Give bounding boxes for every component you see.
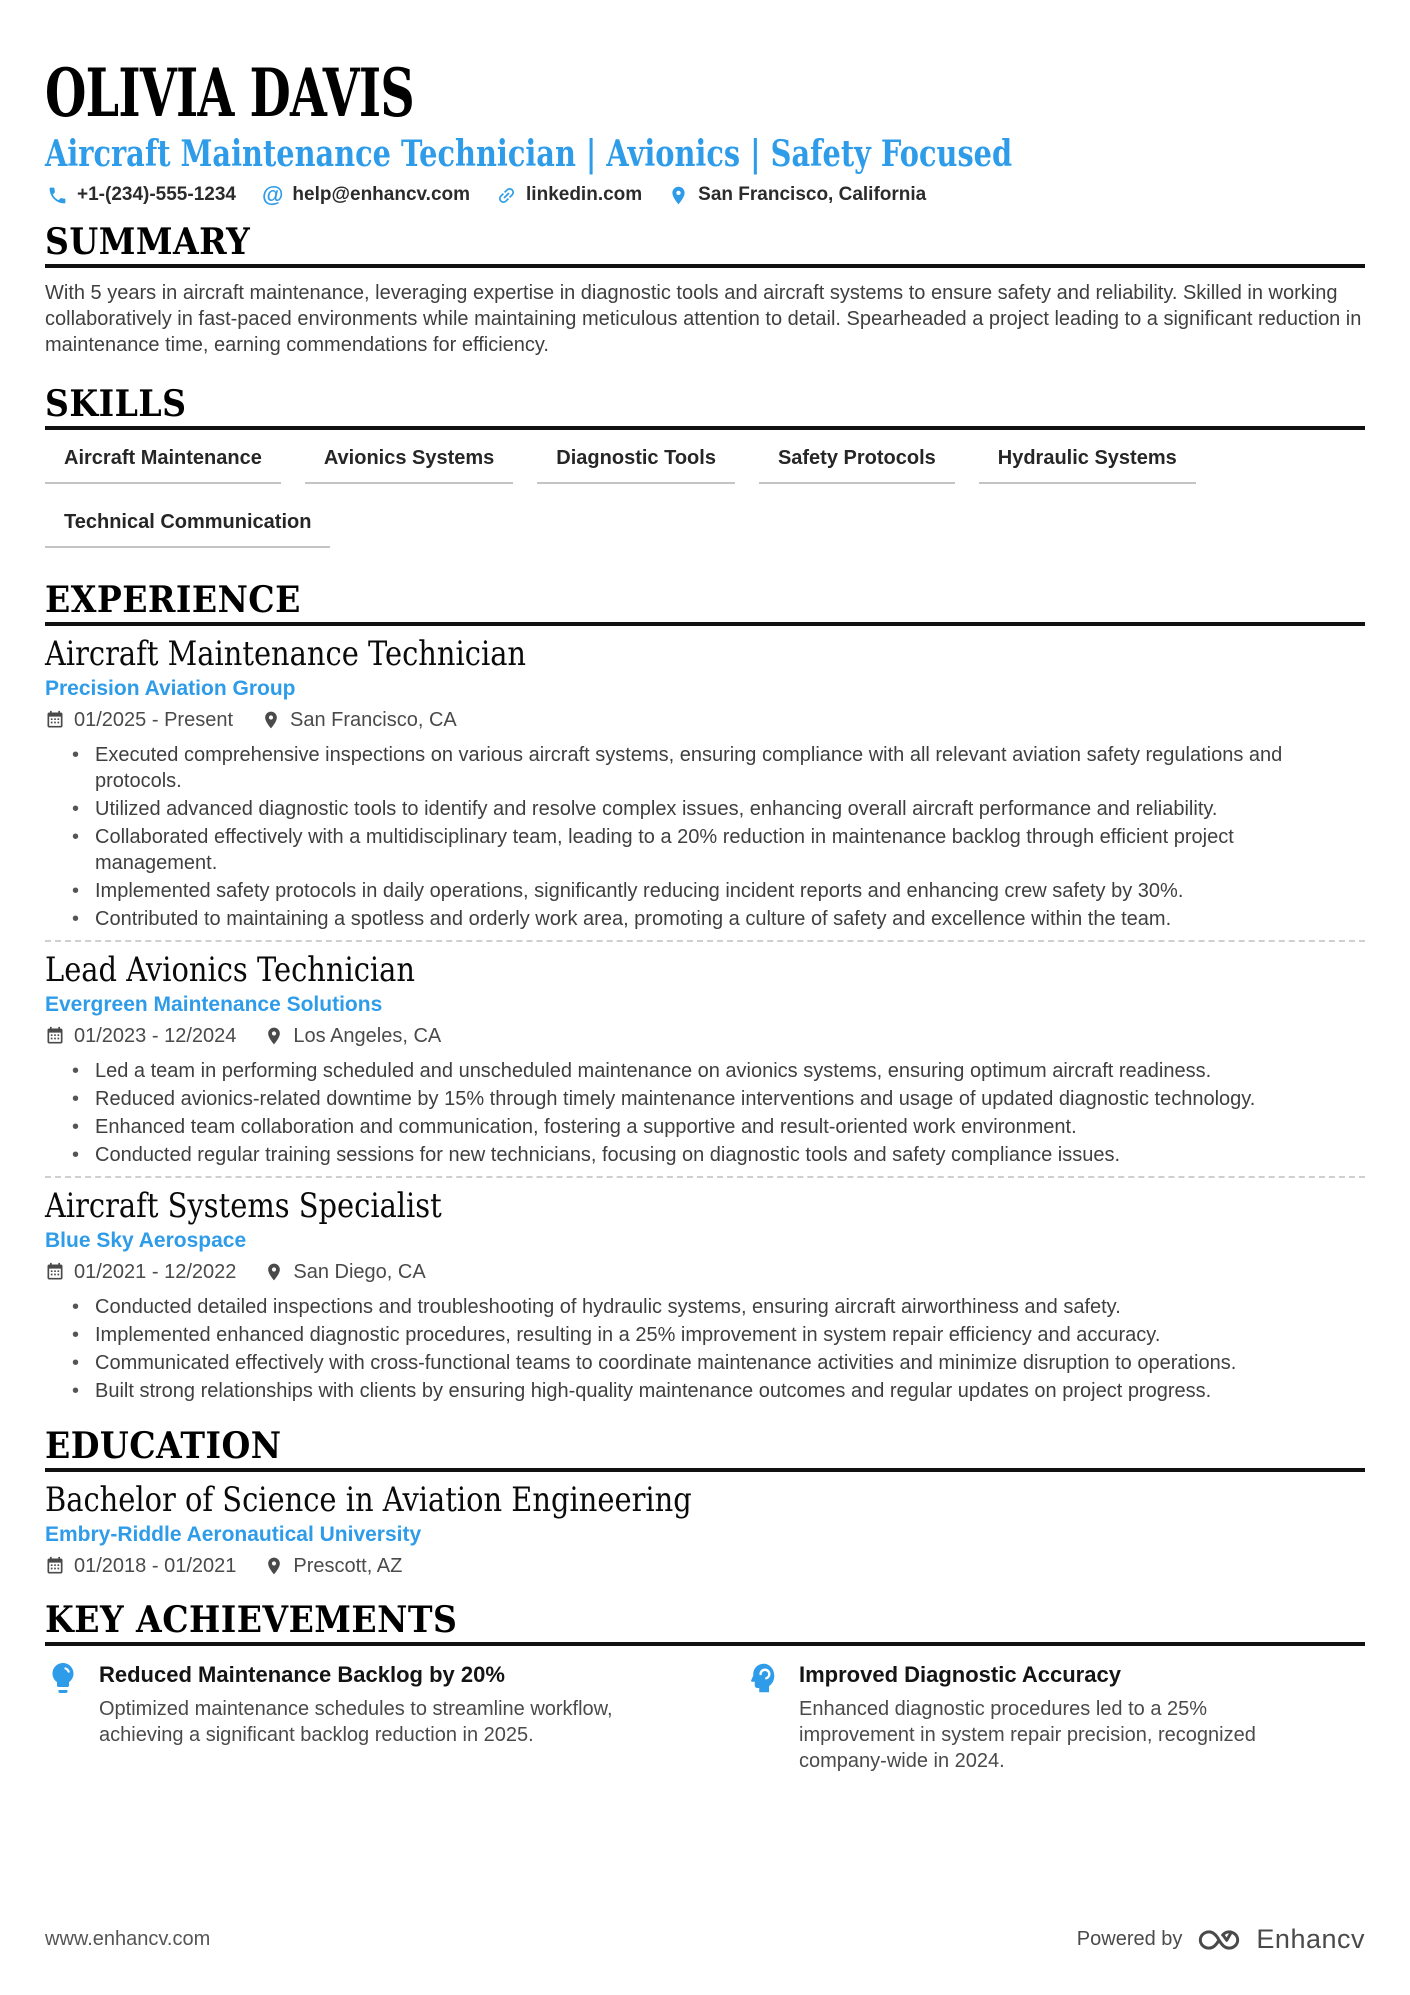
achievement-description: Enhanced diagnostic procedures led to a 25% improvement in system repair precision, recognized company-wide in 2024. — [799, 1698, 1256, 1772]
bullet-item: • Conducted regular training sessions for new technicians, focusing on diagnostic tools and safety compliance issues. — [45, 1142, 1335, 1168]
achievement-title: Improved Diagnostic Accuracy — [799, 1662, 1121, 1687]
lightbulb-icon — [45, 1660, 81, 1696]
job-location — [261, 709, 457, 732]
job-location — [264, 1261, 425, 1284]
job-title: Aircraft Maintenance Technician — [45, 634, 527, 674]
achievement-description: Optimized maintenance schedules to streamline workflow, achieving a significant backlog reduction in 2025. — [99, 1698, 613, 1746]
location-pin-icon — [264, 1262, 284, 1282]
skill-tag: Technical Communication — [45, 510, 330, 548]
skill-tag: Avionics Systems — [305, 446, 513, 484]
powered-by-label: Powered by — [1076, 1928, 1183, 1950]
job-entry — [45, 1188, 1365, 1404]
contact-email[interactable] — [262, 184, 470, 206]
phone-icon — [47, 185, 68, 206]
job-meta — [45, 708, 1365, 732]
job-meta — [45, 1024, 1365, 1048]
candidate-headline: Aircraft Maintenance Technician | Avionics | Safety Focused — [45, 133, 1013, 175]
job-entry — [45, 636, 1365, 932]
contact-phone[interactable] — [47, 184, 236, 206]
calendar-icon — [45, 1026, 65, 1046]
education-dates-label: 01/2018 - 01/2021 — [74, 1554, 237, 1577]
resume-header — [45, 54, 1365, 208]
skill-list — [45, 446, 1365, 548]
skill-tag: Diagnostic Tools — [537, 446, 735, 484]
job-dates — [45, 1261, 236, 1284]
location-pin-icon — [261, 710, 281, 730]
location-pin-icon — [264, 1556, 284, 1576]
bullet-item: • Implemented enhanced diagnostic procedures, resulting in a 25% improvement in system repair efficiency and accuracy. — [45, 1322, 1335, 1348]
job-location-label: San Francisco, CA — [290, 708, 457, 731]
job-company: Precision Aviation Group — [45, 677, 296, 700]
job-bullets — [45, 742, 1365, 932]
job-divider — [45, 940, 1365, 942]
job-entry — [45, 952, 1365, 1168]
education-location — [264, 1555, 402, 1578]
summary-text: With 5 years in aircraft maintenance, leveraging expertise in diagnostic tools and aircraft systems to ensure safety and reliability. Skilled in working collaboratively in fast-paced environments while maintaining meticulous attention to detail. Spearheaded a project leading to a significant reduction in maintenance time, earning commendations for efficiency. — [45, 282, 1362, 356]
calendar-icon — [45, 1556, 65, 1576]
achievements-grid — [45, 1662, 1365, 1774]
enhancv-logo-icon[interactable] — [1196, 1925, 1242, 1955]
achievements-heading: KEY ACHIEVEMENTS — [45, 1602, 1365, 1646]
job-dates-label: 01/2025 - Present — [74, 708, 233, 731]
contact-location-label: San Francisco, California — [698, 184, 927, 205]
experience-heading: EXPERIENCE — [45, 582, 1365, 626]
skill-tag: Safety Protocols — [759, 446, 955, 484]
job-dates — [45, 709, 233, 732]
job-bullets — [45, 1058, 1365, 1168]
bullet-item: • Conducted detailed inspections and troubleshooting of hydraulic systems, ensuring aircraft airworthiness and safety. — [45, 1294, 1335, 1320]
contact-phone-label: +1-(234)-555-1234 — [77, 184, 236, 205]
bullet-item: • Executed comprehensive inspections on various aircraft systems, ensuring compliance with all relevant aviation safety regulations and protocols. — [45, 742, 1335, 794]
achievement-content — [99, 1662, 619, 1748]
location-pin-icon — [668, 185, 689, 206]
skills-heading: SKILLS — [45, 386, 1365, 430]
bullet-item: • Built strong relationships with clients by ensuring high-quality maintenance outcomes and regular updates on project progress. — [45, 1378, 1335, 1404]
skills-section — [45, 383, 1365, 548]
location-pin-icon — [264, 1026, 284, 1046]
powered-by — [1077, 1924, 1365, 1955]
contact-email-label: help@enhancv.com — [292, 184, 471, 205]
bullet-item: • Enhanced team collaboration and communication, fostering a supportive and result-oriented work environment. — [45, 1114, 1335, 1140]
link-icon — [496, 185, 517, 206]
page-footer — [45, 1924, 1365, 1955]
education-dates — [45, 1555, 236, 1578]
contact-location — [668, 184, 926, 206]
job-meta — [45, 1260, 1365, 1284]
job-dates-label: 01/2021 - 12/2022 — [74, 1260, 237, 1283]
education-section — [45, 1425, 1365, 1578]
summary-section — [45, 221, 1365, 358]
job-location — [264, 1025, 441, 1048]
job-company: Blue Sky Aerospace — [45, 1229, 247, 1252]
education-location-label: Prescott, AZ — [293, 1554, 403, 1577]
education-meta — [45, 1554, 1365, 1578]
job-title: Lead Avionics Technician — [45, 950, 416, 990]
contact-row — [47, 182, 1365, 208]
achievement-content — [799, 1662, 1319, 1774]
bullet-item: • Collaborated effectively with a multidisciplinary team, leading to a 20% reduction in maintenance backlog through efficient project management. — [45, 824, 1335, 876]
degree-title: Bachelor of Science in Aviation Engineering — [45, 1480, 692, 1520]
bullet-item: • Utilized advanced diagnostic tools to identify and resolve complex issues, enhancing overall aircraft performance and reliability. — [45, 796, 1335, 822]
skill-tag: Hydraulic Systems — [979, 446, 1196, 484]
bullet-item: • Implemented safety protocols in daily operations, significantly reducing incident reports and enhancing crew safety by 30%. — [45, 878, 1335, 904]
mind-icon — [745, 1660, 781, 1696]
job-title: Aircraft Systems Specialist — [45, 1186, 442, 1226]
enhancv-brand-label[interactable]: Enhancv — [1256, 1924, 1365, 1954]
bullet-item: • Led a team in performing scheduled and unscheduled maintenance on avionics systems, ensuring optimum aircraft readiness. — [45, 1058, 1335, 1084]
bullet-item: • Contributed to maintaining a spotless and orderly work area, promoting a culture of safety and excellence within the team. — [45, 906, 1335, 932]
job-company: Evergreen Maintenance Solutions — [45, 993, 383, 1016]
education-heading: EDUCATION — [45, 1428, 1365, 1472]
achievement-item — [745, 1662, 1365, 1774]
summary-heading: SUMMARY — [45, 224, 1365, 268]
job-divider — [45, 1176, 1365, 1178]
education-entry — [45, 1482, 1365, 1578]
achievement-item — [45, 1662, 665, 1774]
job-dates-label: 01/2023 - 12/2024 — [74, 1024, 237, 1047]
calendar-icon — [45, 710, 65, 730]
footer-website-link[interactable]: www.enhancv.com — [45, 1928, 211, 1950]
bullet-item: • Reduced avionics-related downtime by 15% through timely maintenance interventions and usage of updated diagnostic technology. — [45, 1086, 1335, 1112]
bullet-item: • Communicated effectively with cross-functional teams to coordinate maintenance activities and minimize disruption to operations. — [45, 1350, 1335, 1376]
achievement-title: Reduced Maintenance Backlog by 20% — [99, 1662, 505, 1687]
job-location-label: San Diego, CA — [293, 1260, 426, 1283]
contact-link-label: linkedin.com — [526, 184, 643, 205]
achievements-section — [45, 1599, 1365, 1774]
skill-tag: Aircraft Maintenance — [45, 446, 281, 484]
experience-section — [45, 579, 1365, 1404]
candidate-name: OLIVIA DAVIS — [45, 54, 414, 132]
at-icon: @ — [261, 182, 284, 207]
job-location-label: Los Angeles, CA — [293, 1024, 442, 1047]
school-name: Embry-Riddle Aeronautical University — [45, 1523, 422, 1546]
contact-link[interactable] — [496, 184, 642, 206]
job-bullets — [45, 1294, 1365, 1404]
calendar-icon — [45, 1262, 65, 1282]
job-dates — [45, 1025, 236, 1048]
